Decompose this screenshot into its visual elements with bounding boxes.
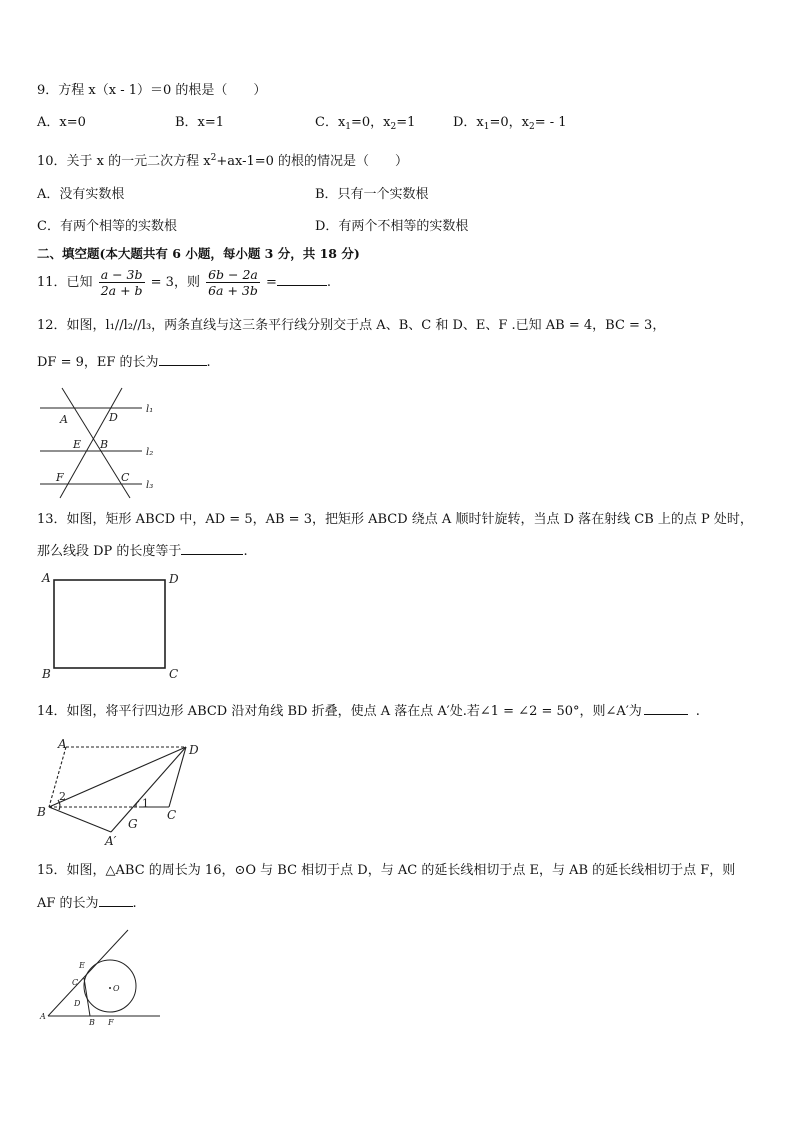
label-A: A <box>42 571 51 585</box>
label-l3: l₃ <box>146 480 154 491</box>
label-D: D <box>169 572 179 586</box>
label-C: C <box>72 978 79 987</box>
figure-rectangle <box>38 568 188 686</box>
q10-option-b: B．只有一个实数根 <box>315 187 429 202</box>
figure-excircle <box>38 926 168 1036</box>
label-E: E <box>73 438 82 451</box>
label-C: C <box>169 667 179 681</box>
label-B: B <box>42 667 51 681</box>
q11-fraction-1: $\frac{a - 3b}{2a + b}$ <box>100 267 143 298</box>
label-C: C <box>167 808 177 822</box>
label-A: A <box>40 1012 46 1021</box>
label-C: C <box>121 471 130 484</box>
answer-blank <box>644 702 688 715</box>
answer-blank <box>99 894 133 907</box>
q9-stem: 9．方程 x（x - 1）＝0 的根是（ ） <box>37 83 267 98</box>
figure-parallel-lines <box>38 386 168 501</box>
label-B: B <box>89 1018 95 1027</box>
q12-line-2: DF = 9，EF 的长为 . <box>37 355 211 370</box>
q14-line-1: 14．如图，将平行四边形 ABCD 沿对角线 BD 折叠，使点 A 落在点 A′处.若∠1 = ∠2 = 50°，则∠A′为 . <box>37 704 700 719</box>
label-A: A <box>60 413 68 426</box>
q9-option-d: D．$x_1=0$，$x_2= - 1$ <box>453 115 567 132</box>
q11-fraction-2: $\frac{6b - 2a}{6a + 3b}$ <box>208 267 258 298</box>
label-angle-1: 1 <box>142 797 149 810</box>
label-l2: l₂ <box>146 447 154 458</box>
label-D: D <box>189 743 199 757</box>
answer-blank <box>181 542 243 555</box>
q10-option-c: C．有两个相等的实数根 <box>37 219 177 234</box>
answer-blank <box>277 273 327 286</box>
label-B: B <box>100 438 109 451</box>
answer-blank <box>159 353 207 366</box>
label-F: F <box>108 1018 114 1027</box>
q9-option-b: B．x=1 <box>175 115 225 130</box>
q13-line-1: 13．如图，矩形 ABCD 中，AD = 5，AB = 3，把矩形 ABCD 绕点 A 顺时针旋转，当点 D 落在射线 CB 上的点 P 处时， <box>37 512 753 527</box>
q13-line-2: 那么线段 DP 的长度等于 . <box>37 544 248 559</box>
q9-option-c: C．$x_1=0$，$x_2=1$ <box>315 115 416 132</box>
q10-option-a: A．没有实数根 <box>37 187 125 202</box>
label-D: D <box>109 411 118 424</box>
center-dot <box>109 987 111 989</box>
label-A: A <box>58 737 67 751</box>
label-D: D <box>74 999 81 1008</box>
q12-line-1: 12．如图，l₁//l₂//l₃，两条直线与这三条平行线分别交于点 A、B、C 和 D、E、F .已知 AB = 4，BC = 3， <box>37 318 666 333</box>
figure-folded-parallelogram <box>36 732 211 852</box>
q11-stem: 11．已知 $\frac{a - 3b}{2a + b}$ = 3，则 $\frac{6b - 2a}{6a + 3b}$ = . <box>37 267 332 298</box>
q10-option-d: D．有两个不相等的实数根 <box>315 219 469 234</box>
label-l1: l₁ <box>146 404 154 415</box>
label-A-prime: A′ <box>105 834 117 848</box>
section-heading: 二、填空题(本大题共有 6 小题，每小题 3 分，共 18 分) <box>37 246 360 261</box>
q15-line-2: AF 的长为 . <box>37 896 137 911</box>
q9-option-a: A．x=0 <box>37 115 86 130</box>
label-F: F <box>56 471 64 484</box>
label-G: G <box>128 817 138 831</box>
q15-line-1: 15．如图，△ABC 的周长为 16，⊙O 与 BC 相切于点 D，与 AC 的延长线相切于点 E，与 AB 的延长线相切于点 F，则 <box>37 863 736 878</box>
label-B: B <box>37 805 46 819</box>
label-angle-2: 2 <box>59 790 66 803</box>
label-E: E <box>79 961 85 970</box>
label-O: O <box>113 984 120 993</box>
q10-stem: 10．关于 x 的一元二次方程 $x^2+ax-1=0$ 的根的情况是（ ） <box>37 153 409 169</box>
